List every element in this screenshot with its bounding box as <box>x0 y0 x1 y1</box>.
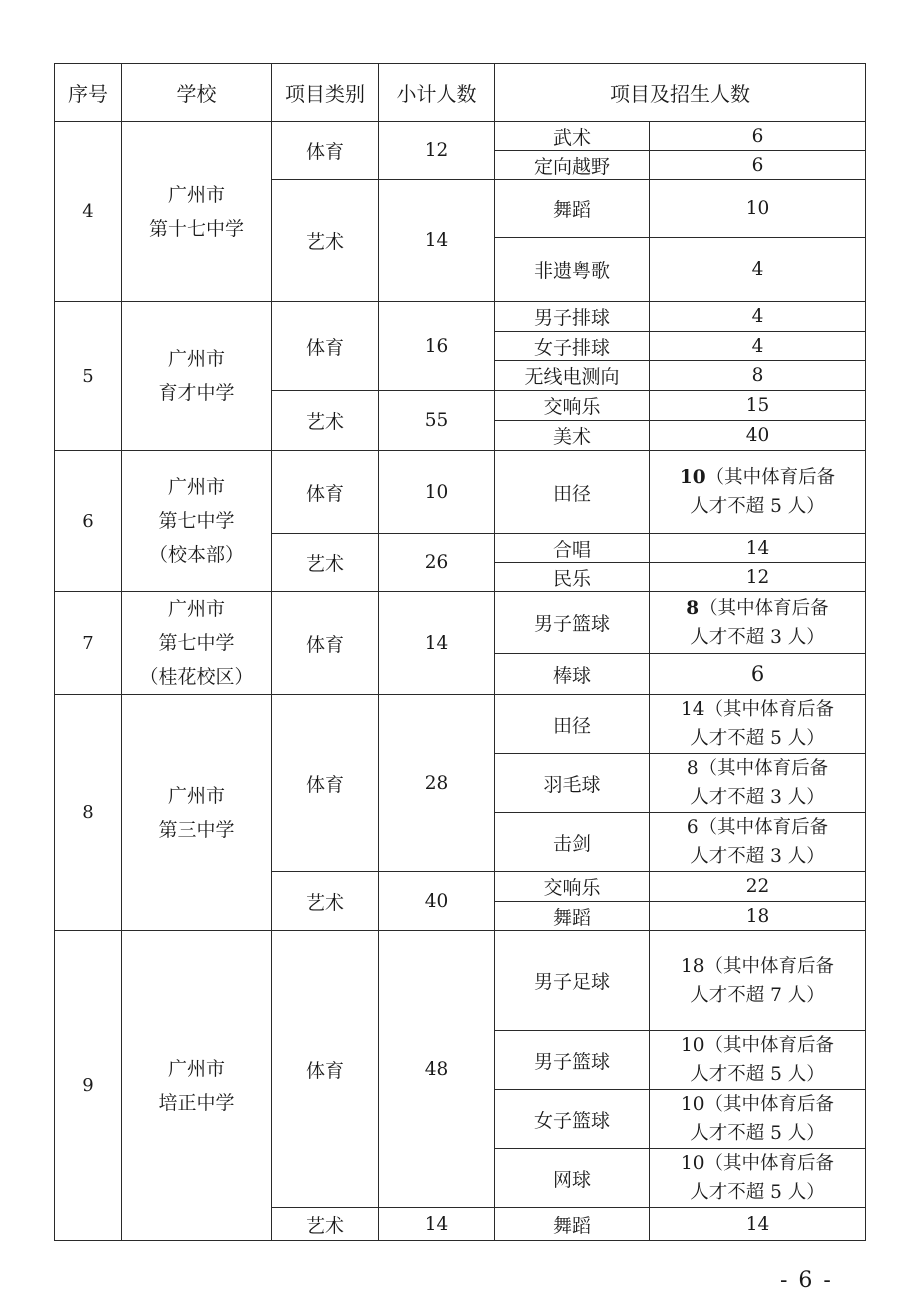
project-count: 6 <box>650 151 866 180</box>
project-count: 14 <box>650 1208 866 1241</box>
count-note: 人才不超 3 人） <box>690 626 825 648</box>
category-cell: 体育 <box>272 592 379 695</box>
school-line: 广州市 <box>167 784 225 807</box>
header-subtotal: 小计人数 <box>379 64 495 122</box>
school-cell <box>122 451 272 592</box>
count-note: 人才不超 3 人） <box>690 846 825 867</box>
project-name: 交响乐 <box>495 391 650 421</box>
category-cell: 体育 <box>272 302 379 391</box>
project-count: 4 <box>650 238 866 302</box>
project-count <box>650 931 866 1031</box>
subtotal-cell: 14 <box>379 592 495 695</box>
page-number: - 6 - <box>780 1268 833 1293</box>
project-name: 男子排球 <box>495 302 650 332</box>
seq-cell: 4 <box>55 122 122 302</box>
category-cell: 体育 <box>272 695 379 872</box>
project-name: 非遗粤歌 <box>495 238 650 302</box>
school-cell <box>122 592 272 695</box>
project-name: 男子篮球 <box>495 1031 650 1090</box>
count-value: 8 <box>686 597 700 619</box>
project-name: 无线电测向 <box>495 361 650 391</box>
category-cell: 艺术 <box>272 1208 379 1241</box>
seq-cell: 6 <box>55 451 122 592</box>
school-cell <box>122 302 272 451</box>
project-name: 定向越野 <box>495 151 650 180</box>
header-seq: 序号 <box>55 64 122 122</box>
subtotal-cell: 48 <box>379 931 495 1208</box>
project-count: 22 <box>650 872 866 902</box>
project-name: 田径 <box>495 695 650 754</box>
category-cell: 艺术 <box>272 872 379 931</box>
count-note: （其中体育后备 <box>698 817 829 838</box>
project-count: 14 <box>650 534 866 563</box>
table-row <box>55 451 866 534</box>
school-line: （桂花校区） <box>139 666 254 688</box>
project-name: 女子篮球 <box>495 1090 650 1149</box>
count-note: 人才不超 3 人） <box>690 787 825 808</box>
project-count <box>650 695 866 754</box>
count-value: 18 <box>680 955 705 977</box>
category-cell: 艺术 <box>272 534 379 592</box>
project-count <box>650 1090 866 1149</box>
school-line: 第三中学 <box>158 818 235 841</box>
table-row <box>55 695 866 754</box>
project-name: 民乐 <box>495 563 650 592</box>
header-row <box>55 64 866 122</box>
project-count <box>650 754 866 813</box>
subtotal-cell: 12 <box>379 122 495 180</box>
count-note: （其中体育后备 <box>699 597 829 619</box>
school-line: 培正中学 <box>158 1091 235 1114</box>
subtotal-cell: 10 <box>379 451 495 534</box>
project-count <box>650 592 866 654</box>
count-note: 人才不超 5 人） <box>690 496 825 517</box>
count-value: 6 <box>686 817 699 838</box>
count-note: （其中体育后备 <box>704 699 835 720</box>
count-note: 人才不超 5 人） <box>690 728 825 749</box>
project-count: 15 <box>650 391 866 421</box>
count-note: （其中体育后备 <box>704 1035 835 1056</box>
school-line: （校本部） <box>148 544 244 566</box>
seq-cell: 8 <box>55 695 122 931</box>
subtotal-cell: 26 <box>379 534 495 592</box>
project-name: 武术 <box>495 122 650 151</box>
count-note: （其中体育后备 <box>704 955 835 977</box>
count-value: 10 <box>680 1094 705 1115</box>
school-line: 广州市 <box>167 183 225 206</box>
school-line: 第七中学 <box>158 510 235 532</box>
project-count: 18 <box>650 902 866 931</box>
count-value: 8 <box>686 758 699 779</box>
table-row <box>55 931 866 1031</box>
subtotal-cell: 40 <box>379 872 495 931</box>
school-line: 广州市 <box>167 348 225 370</box>
header-school: 学校 <box>122 64 272 122</box>
count-note: （其中体育后备 <box>704 1094 835 1115</box>
table-row <box>55 122 866 151</box>
project-name: 击剑 <box>495 813 650 872</box>
project-count <box>650 1031 866 1090</box>
subtotal-cell: 16 <box>379 302 495 391</box>
school-line: 育才中学 <box>158 382 235 404</box>
project-count: 6 <box>650 654 866 695</box>
count-value: 10 <box>680 1035 705 1056</box>
category-cell: 艺术 <box>272 391 379 451</box>
project-name: 交响乐 <box>495 872 650 902</box>
project-name: 男子篮球 <box>495 592 650 654</box>
table-row <box>55 302 866 332</box>
count-note: 人才不超 5 人） <box>690 1182 825 1203</box>
project-name: 田径 <box>495 451 650 534</box>
count-note: （其中体育后备 <box>705 467 836 488</box>
header-category: 项目类别 <box>272 64 379 122</box>
count-value: 10 <box>680 1153 705 1174</box>
seq-cell: 9 <box>55 931 122 1241</box>
subtotal-cell: 14 <box>379 1208 495 1241</box>
project-name: 舞蹈 <box>495 902 650 931</box>
project-count: 12 <box>650 563 866 592</box>
category-cell: 体育 <box>272 122 379 180</box>
project-count <box>650 1149 866 1208</box>
subtotal-cell: 55 <box>379 391 495 451</box>
enrollment-table <box>54 63 866 1241</box>
subtotal-cell: 28 <box>379 695 495 872</box>
project-name: 美术 <box>495 421 650 451</box>
category-cell: 体育 <box>272 451 379 534</box>
school-cell <box>122 695 272 931</box>
count-note: 人才不超 7 人） <box>690 984 825 1006</box>
project-count: 4 <box>650 332 866 361</box>
project-name: 棒球 <box>495 654 650 695</box>
school-line: 第七中学 <box>158 632 235 654</box>
project-count: 8 <box>650 361 866 391</box>
project-name: 女子排球 <box>495 332 650 361</box>
project-name: 合唱 <box>495 534 650 563</box>
school-line: 广州市 <box>167 476 225 498</box>
category-cell: 艺术 <box>272 180 379 302</box>
project-name: 羽毛球 <box>495 754 650 813</box>
count-note: （其中体育后备 <box>698 758 829 779</box>
project-count <box>650 813 866 872</box>
school-cell <box>122 122 272 302</box>
project-count: 10 <box>650 180 866 238</box>
project-count: 4 <box>650 302 866 332</box>
count-value: 10 <box>679 467 706 488</box>
header-projects: 项目及招生人数 <box>495 64 866 122</box>
count-note: （其中体育后备 <box>704 1153 835 1174</box>
school-line: 广州市 <box>167 598 225 620</box>
project-count <box>650 451 866 534</box>
school-cell <box>122 931 272 1241</box>
project-name: 男子足球 <box>495 931 650 1031</box>
count-note: 人才不超 5 人） <box>690 1064 825 1085</box>
project-name: 网球 <box>495 1149 650 1208</box>
project-count: 40 <box>650 421 866 451</box>
seq-cell: 7 <box>55 592 122 695</box>
school-line: 第十七中学 <box>148 217 244 240</box>
table-row <box>55 592 866 654</box>
project-name: 舞蹈 <box>495 180 650 238</box>
project-count: 6 <box>650 122 866 151</box>
school-line: 广州市 <box>167 1057 225 1080</box>
seq-cell: 5 <box>55 302 122 451</box>
count-note: 人才不超 5 人） <box>690 1123 825 1144</box>
project-name: 舞蹈 <box>495 1208 650 1241</box>
count-value: 14 <box>680 699 705 720</box>
category-cell: 体育 <box>272 931 379 1208</box>
subtotal-cell: 14 <box>379 180 495 302</box>
